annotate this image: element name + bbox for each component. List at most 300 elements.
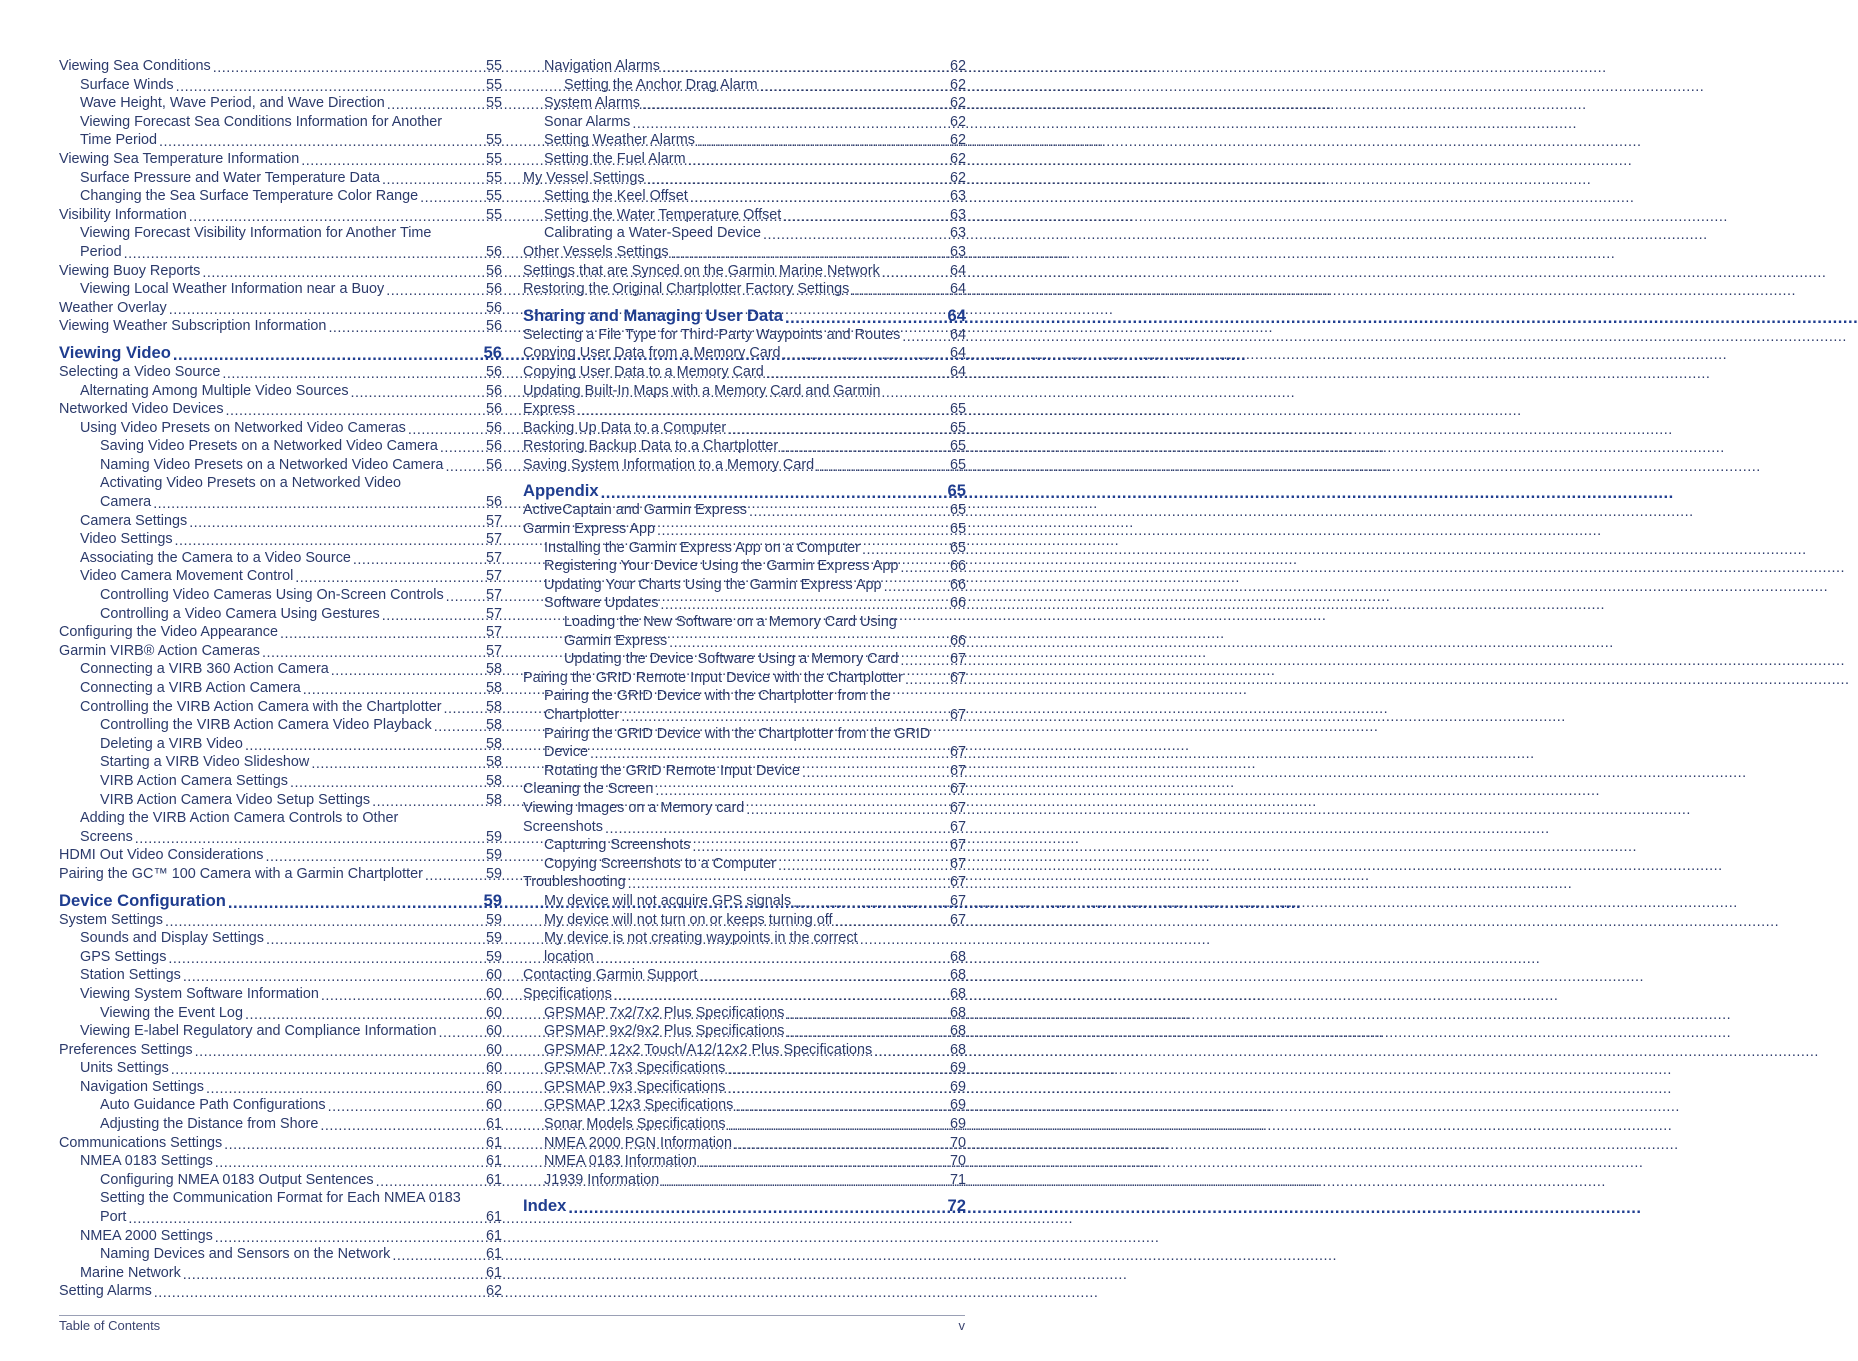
toc-entry[interactable] <box>59 716 502 735</box>
dot-leader <box>590 745 947 759</box>
toc-entry-text: GPSMAP 12x2 Touch/A12/12x2 Plus Specifications <box>544 1041 873 1058</box>
toc-entry[interactable] <box>523 76 966 95</box>
toc-page-number: 67 <box>949 651 966 668</box>
toc-entry-text: Naming Devices and Sensors on the Network <box>100 1246 391 1263</box>
toc-entry[interactable] <box>59 419 502 438</box>
toc-entry[interactable] <box>523 1078 966 1097</box>
toc-entry[interactable] <box>59 809 502 846</box>
toc-entry-text: Calibrating a Water-Speed Device <box>544 225 762 242</box>
toc-entry-text: Units Settings <box>80 1060 169 1077</box>
toc-page-number: 60 <box>485 1041 502 1058</box>
dot-leader <box>577 402 947 416</box>
toc-entry[interactable] <box>59 474 502 511</box>
toc-page-number: 60 <box>485 985 502 1002</box>
toc-page-number: 56 <box>485 262 502 279</box>
toc-entry-text: Marine Network <box>80 1264 181 1281</box>
toc-page-number: 56 <box>485 281 502 298</box>
dot-leader <box>787 1024 947 1038</box>
toc-entry-text: NMEA 0183 Settings <box>80 1153 213 1170</box>
toc-page-number: 56 <box>485 456 502 473</box>
toc-entry-text: Setting the Keel Offset <box>544 188 688 205</box>
toc-page-number: 64 <box>947 305 966 325</box>
toc-entry-text: Screens <box>80 828 133 845</box>
toc-entry-text: GPSMAP 7x2/7x2 Plus Specifications <box>544 1004 785 1021</box>
dot-leader <box>262 644 483 658</box>
dot-leader <box>446 588 483 602</box>
toc-page-number: 67 <box>949 799 966 816</box>
toc-page-number: 57 <box>485 512 502 529</box>
toc-section-heading[interactable] <box>523 1196 966 1216</box>
toc-entry-text: Viewing Video <box>59 342 171 362</box>
dot-leader <box>655 782 947 796</box>
dot-leader <box>862 541 947 555</box>
toc-entry[interactable] <box>523 94 966 113</box>
toc-page-number: 65 <box>949 456 966 473</box>
toc-entry[interactable] <box>523 966 966 985</box>
toc-entry[interactable] <box>523 669 966 688</box>
toc-page-number: 72 <box>947 1196 966 1216</box>
toc-entry-text: Selecting a Video Source <box>59 363 221 380</box>
toc-page-number: 65 <box>949 502 966 519</box>
toc-entry[interactable] <box>59 586 502 605</box>
toc-entry-text: Alternating Among Multiple Video Sources <box>80 382 349 399</box>
dot-leader <box>165 913 483 927</box>
toc-page-number: 57 <box>485 531 502 548</box>
toc-entry[interactable] <box>523 892 966 911</box>
toc-entry[interactable] <box>59 966 502 985</box>
toc-entry[interactable] <box>523 1096 966 1115</box>
toc-entry-text: Visibility Information <box>59 206 187 223</box>
toc-entry[interactable] <box>523 650 966 669</box>
toc-entry[interactable] <box>59 1282 502 1301</box>
toc-entry-text: Preferences Settings <box>59 1041 193 1058</box>
dot-leader <box>671 245 947 259</box>
toc-entry[interactable] <box>523 150 966 169</box>
dot-leader <box>189 208 483 222</box>
toc-entry-text: Setting the Anchor Drag Alarm <box>564 76 758 93</box>
toc-entry-text: Saving System Information to a Memory Card <box>523 456 815 473</box>
toc-entry-text: Chartplotter <box>544 707 620 723</box>
toc-entry-text: Controlling a Video Camera Using Gestures <box>100 605 380 622</box>
toc-entry[interactable] <box>59 660 502 679</box>
toc-column-right <box>523 57 966 1216</box>
toc-entry-text: GPSMAP 7x3 Specifications <box>544 1060 726 1077</box>
toc-entry-text: Restoring the Original Chartplotter Factory Settings <box>523 281 850 298</box>
toc-entry[interactable] <box>59 911 502 930</box>
toc-entry[interactable] <box>523 243 966 262</box>
toc-entry[interactable] <box>523 437 966 456</box>
toc-entry-text: GPSMAP 12x3 Specifications <box>544 1097 734 1114</box>
toc-entry-text: Sharing and Managing User Data <box>523 305 784 325</box>
toc-entry[interactable] <box>523 57 966 76</box>
toc-entry-text: Viewing Weather Subscription Information <box>59 318 327 335</box>
toc-entry[interactable] <box>523 687 966 724</box>
dot-leader <box>320 1117 483 1131</box>
toc-entry-text: Sounds and Display Settings <box>80 930 264 947</box>
toc-entry[interactable] <box>59 299 502 318</box>
toc-page-number: 58 <box>485 661 502 678</box>
toc-page-number: 61 <box>485 1116 502 1133</box>
toc-page-number: 55 <box>485 58 502 74</box>
toc-page-number: 57 <box>485 549 502 566</box>
toc-entry[interactable] <box>59 1189 502 1226</box>
toc-entry[interactable] <box>523 206 966 225</box>
toc-entry[interactable] <box>59 753 502 772</box>
toc-page-number: 67 <box>949 707 966 723</box>
toc-entry-text: Troubleshooting <box>523 874 626 891</box>
toc-section-heading[interactable] <box>59 343 502 363</box>
toc-page-number: 63 <box>949 206 966 223</box>
toc-page-number: 68 <box>949 1041 966 1058</box>
toc-entry-text: Viewing Local Weather Information near a Buoy <box>80 281 385 298</box>
toc-entry[interactable] <box>59 735 502 754</box>
toc-entry[interactable] <box>523 382 966 419</box>
dot-leader <box>295 569 483 583</box>
toc-entry[interactable] <box>59 567 502 586</box>
toc-entry-text: Updating Your Charts Using the Garmin Express App <box>544 576 882 593</box>
toc-entry[interactable] <box>523 799 966 818</box>
toc-page-number: 63 <box>949 243 966 260</box>
toc-entry[interactable] <box>59 224 502 261</box>
toc-entry[interactable] <box>523 501 966 520</box>
dot-leader <box>692 838 947 852</box>
toc-entry[interactable] <box>523 344 966 363</box>
toc-page-number: 58 <box>485 772 502 789</box>
toc-entry[interactable] <box>523 855 966 874</box>
dot-leader <box>159 133 483 147</box>
toc-entry[interactable] <box>523 363 966 382</box>
toc-entry-text: Surface Winds <box>80 76 174 93</box>
toc-entry-text: Viewing the Event Log <box>100 1004 243 1021</box>
toc-page-number: 56 <box>485 401 502 418</box>
toc-entry[interactable] <box>523 456 966 475</box>
toc-entry[interactable] <box>59 1078 502 1097</box>
dot-leader <box>173 345 481 362</box>
toc-entry[interactable] <box>523 326 966 345</box>
toc-entry[interactable] <box>523 224 966 243</box>
toc-entry[interactable] <box>523 520 966 539</box>
toc-page-number: 56 <box>485 438 502 455</box>
toc-entry-text: Deleting a VIRB Video <box>100 735 243 752</box>
toc-section-heading[interactable] <box>523 481 966 501</box>
toc-page-number: 60 <box>485 1097 502 1114</box>
toc-page-number: 64 <box>949 363 966 380</box>
toc-entry[interactable] <box>59 1171 502 1190</box>
toc-page-number: 65 <box>947 481 966 501</box>
dot-leader <box>657 522 947 536</box>
toc-entry[interactable] <box>59 437 502 456</box>
toc-entry-text: Navigation Settings <box>80 1078 204 1095</box>
toc-page-number: 60 <box>485 1060 502 1077</box>
toc-entry[interactable] <box>59 623 502 642</box>
toc-entry-text: Express <box>523 401 575 418</box>
toc-entry-text: VIRB Action Camera Video Setup Settings <box>100 791 371 808</box>
toc-entry[interactable] <box>523 576 966 595</box>
toc-page-number: 63 <box>949 188 966 205</box>
toc-page-number: 64 <box>949 281 966 298</box>
toc-entry[interactable] <box>59 187 502 206</box>
toc-entry-text-line1: Viewing Forecast Sea Conditions Information for Another <box>80 113 443 130</box>
toc-page-number: 56 <box>485 318 502 335</box>
toc-page-number: 62 <box>485 1283 502 1300</box>
toc-entry[interactable] <box>59 400 502 419</box>
dot-leader <box>439 1024 483 1038</box>
toc-entry-text: System Alarms <box>544 95 640 112</box>
toc-entry[interactable] <box>59 113 502 150</box>
dot-leader <box>605 820 947 834</box>
toc-entry[interactable] <box>59 150 502 169</box>
toc-page-number: 59 <box>485 865 502 882</box>
toc-entry-text: Time Period <box>80 132 158 149</box>
dot-leader <box>727 1061 947 1075</box>
toc-entry[interactable] <box>523 1171 966 1190</box>
toc-entry-text: Viewing E-label Regulatory and Compliance Information <box>80 1023 437 1040</box>
toc-entry-text: Controlling the VIRB Action Camera with the Chartplotter <box>80 698 442 715</box>
toc-entry[interactable] <box>59 1022 502 1041</box>
toc-entry[interactable] <box>59 1096 502 1115</box>
toc-entry-text: Pairing the GRID Remote Input Device with the Chartplotter <box>523 669 903 686</box>
toc-entry-text: Restoring Backup Data to a Chartplotter <box>523 438 779 455</box>
dot-leader <box>266 931 483 945</box>
toc-entry-text: Adjusting the Distance from Shore <box>100 1116 319 1133</box>
dot-leader <box>669 634 947 648</box>
toc-entry-text: System Settings <box>59 911 163 928</box>
toc-entry[interactable] <box>59 76 502 95</box>
toc-page-number: 55 <box>485 150 502 167</box>
toc-entry[interactable] <box>523 929 966 966</box>
toc-entry[interactable] <box>59 1004 502 1023</box>
toc-entry[interactable] <box>59 512 502 531</box>
toc-entry[interactable] <box>59 929 502 948</box>
dot-leader <box>440 439 483 453</box>
toc-entry[interactable] <box>59 456 502 475</box>
toc-page-number: 56 <box>485 299 502 316</box>
toc-entry[interactable] <box>59 605 502 624</box>
dot-leader <box>169 301 483 315</box>
toc-page-number: 67 <box>949 855 966 872</box>
toc-entry[interactable] <box>523 762 966 781</box>
toc-entry[interactable] <box>59 549 502 568</box>
toc-entry[interactable] <box>523 280 966 299</box>
toc-entry-text: Backing Up Data to a Computer <box>523 419 727 436</box>
toc-page-number: 55 <box>485 188 502 205</box>
toc-entry[interactable] <box>523 725 966 762</box>
toc-page-number: 67 <box>949 762 966 779</box>
toc-entry[interactable] <box>59 169 502 188</box>
toc-entry-text: NMEA 2000 PGN Information <box>544 1134 732 1151</box>
toc-page-number: 61 <box>485 1227 502 1244</box>
dot-leader <box>783 346 947 360</box>
toc-entry[interactable] <box>523 1152 966 1171</box>
dot-leader <box>851 282 947 296</box>
toc-entry[interactable] <box>59 642 502 661</box>
toc-entry-text: Garmin Express App <box>523 521 655 538</box>
toc-entry-text: Video Settings <box>80 531 173 548</box>
toc-entry-text: Appendix <box>523 481 599 501</box>
toc-entry[interactable] <box>59 698 502 717</box>
toc-page-number: 61 <box>485 1246 502 1263</box>
dot-leader <box>647 171 947 185</box>
toc-page-number: 68 <box>949 1004 966 1021</box>
footer-rule <box>59 1315 965 1316</box>
dot-leader <box>699 1154 947 1168</box>
toc-entry-text: Auto Guidance Path Configurations <box>100 1097 326 1114</box>
dot-leader <box>793 894 947 908</box>
toc-page-number: 58 <box>485 735 502 752</box>
toc-entry[interactable] <box>523 780 966 799</box>
toc-entry[interactable] <box>523 557 966 576</box>
toc-entry[interactable] <box>59 1134 502 1153</box>
toc-entry-text: ActiveCaptain and Garmin Express <box>523 502 747 519</box>
toc-entry-text: Viewing Buoy Reports <box>59 262 201 279</box>
toc-entry[interactable] <box>59 679 502 698</box>
dot-leader <box>351 384 483 398</box>
toc-entry-text: Device <box>544 744 588 761</box>
toc-entry[interactable] <box>523 539 966 558</box>
dot-leader <box>902 328 947 342</box>
toc-entry[interactable] <box>59 530 502 549</box>
dot-leader <box>311 755 483 769</box>
toc-entry-text: Saving Video Presets on a Networked Video Camera <box>100 438 438 455</box>
toc-entry[interactable] <box>59 317 502 336</box>
toc-page-number: 55 <box>485 95 502 112</box>
toc-entry-text: Controlling Video Cameras Using On-Screen Controls <box>100 587 444 604</box>
toc-page-number: 64 <box>949 262 966 279</box>
dot-leader <box>728 1117 947 1131</box>
toc-entry[interactable] <box>59 1227 502 1246</box>
toc-entry-text: NMEA 2000 Settings <box>80 1227 213 1244</box>
toc-page-number: 59 <box>483 890 502 910</box>
toc-page-number: 62 <box>949 150 966 167</box>
dot-leader <box>697 133 947 147</box>
dot-leader <box>183 968 483 982</box>
dot-leader <box>386 282 483 296</box>
toc-entry[interactable] <box>59 772 502 791</box>
dot-leader <box>189 514 483 528</box>
toc-entry[interactable] <box>59 206 502 225</box>
toc-entry-text: Sonar Alarms <box>544 113 631 130</box>
toc-entry[interactable] <box>523 818 966 837</box>
toc-entry[interactable] <box>59 1264 502 1283</box>
toc-entry[interactable] <box>523 262 966 281</box>
toc-section-heading[interactable] <box>523 306 966 326</box>
dot-leader <box>760 78 947 92</box>
toc-entry[interactable] <box>523 1059 966 1078</box>
toc-entry[interactable] <box>59 382 502 401</box>
toc-page-number: 58 <box>485 791 502 808</box>
dot-leader <box>168 950 483 964</box>
toc-page-number: 69 <box>949 1116 966 1133</box>
dot-leader <box>328 319 483 333</box>
dot-leader <box>215 1154 483 1168</box>
toc-entry[interactable] <box>523 1134 966 1153</box>
toc-entry[interactable] <box>523 419 966 438</box>
toc-entry[interactable] <box>523 985 966 1004</box>
toc-entry-text: Communications Settings <box>59 1134 223 1151</box>
dot-leader <box>328 1098 483 1112</box>
toc-entry-text: Cleaning the Screen <box>523 781 654 798</box>
toc-entry[interactable] <box>59 57 502 76</box>
toc-entry-text: Period <box>80 243 122 260</box>
dot-leader <box>382 171 483 185</box>
toc-entry-text: Updating the Device Software Using a Memory Card <box>564 651 899 668</box>
dot-leader <box>596 950 947 964</box>
toc-entry[interactable] <box>523 1041 966 1060</box>
toc-entry[interactable] <box>523 911 966 930</box>
toc-entry[interactable] <box>59 1152 502 1171</box>
dot-leader <box>882 264 947 278</box>
toc-entry[interactable] <box>59 94 502 113</box>
dot-leader <box>176 78 483 92</box>
toc-entry[interactable] <box>523 187 966 206</box>
toc-page-number: 67 <box>949 781 966 798</box>
dot-leader <box>568 1198 944 1215</box>
dot-leader <box>434 718 483 732</box>
dot-leader <box>153 495 483 509</box>
toc-entry[interactable] <box>523 169 966 188</box>
toc-entry-text: Setting Weather Alarms <box>544 132 695 149</box>
dot-leader <box>734 1136 947 1150</box>
toc-entry[interactable] <box>523 113 966 132</box>
toc-entry[interactable] <box>523 1022 966 1041</box>
toc-entry[interactable] <box>59 1041 502 1060</box>
toc-entry-text: Viewing Sea Temperature Information <box>59 150 300 167</box>
dot-leader <box>303 681 483 695</box>
toc-entry[interactable] <box>59 363 502 382</box>
dot-leader <box>816 458 947 472</box>
toc-entry-text-line1: Activating Video Presets on a Networked Video <box>100 475 402 492</box>
toc-entry[interactable] <box>59 791 502 810</box>
toc-entry[interactable] <box>523 594 966 613</box>
toc-page-number: 57 <box>485 568 502 585</box>
toc-entry-text: Garmin VIRB® Action Cameras <box>59 642 260 659</box>
toc-entry[interactable] <box>523 1115 966 1134</box>
dot-leader <box>183 1266 483 1280</box>
toc-entry[interactable] <box>59 865 502 884</box>
toc-entry[interactable] <box>523 613 966 650</box>
toc-page-number: 69 <box>949 1097 966 1114</box>
dot-leader <box>614 987 947 1001</box>
toc-entry-text: Rotating the GRID Remote Input Device <box>544 762 800 779</box>
toc-entry-text: Device Configuration <box>59 890 226 910</box>
toc-page-number: 56 <box>485 243 502 260</box>
toc-entry-text: My device will not acquire GPS signals <box>544 892 792 909</box>
toc-entry[interactable] <box>523 836 966 855</box>
toc-entry-text: Changing the Sea Surface Temperature Color Range <box>80 188 419 205</box>
toc-entry[interactable] <box>59 985 502 1004</box>
toc-page-number: 60 <box>485 1004 502 1021</box>
toc-entry[interactable] <box>59 280 502 299</box>
toc-entry-text: Using Video Presets on Networked Video Cameras <box>80 419 406 436</box>
toc-page-number: 62 <box>949 76 966 93</box>
toc-section-heading[interactable] <box>59 891 502 911</box>
toc-entry[interactable] <box>59 948 502 967</box>
dot-leader <box>382 607 483 621</box>
toc-entry[interactable] <box>59 262 502 281</box>
toc-entry[interactable] <box>523 131 966 150</box>
toc-entry[interactable] <box>59 1115 502 1134</box>
toc-page-number: 66 <box>949 558 966 575</box>
dot-leader <box>124 245 483 259</box>
toc-page-number: 66 <box>949 632 966 649</box>
toc-entry[interactable] <box>59 1059 502 1078</box>
toc-entry[interactable] <box>59 846 502 865</box>
toc-entry[interactable] <box>523 873 966 892</box>
toc-entry[interactable] <box>59 1245 502 1264</box>
toc-entry[interactable] <box>523 1004 966 1023</box>
dot-leader <box>408 421 483 435</box>
dot-leader <box>301 152 483 166</box>
